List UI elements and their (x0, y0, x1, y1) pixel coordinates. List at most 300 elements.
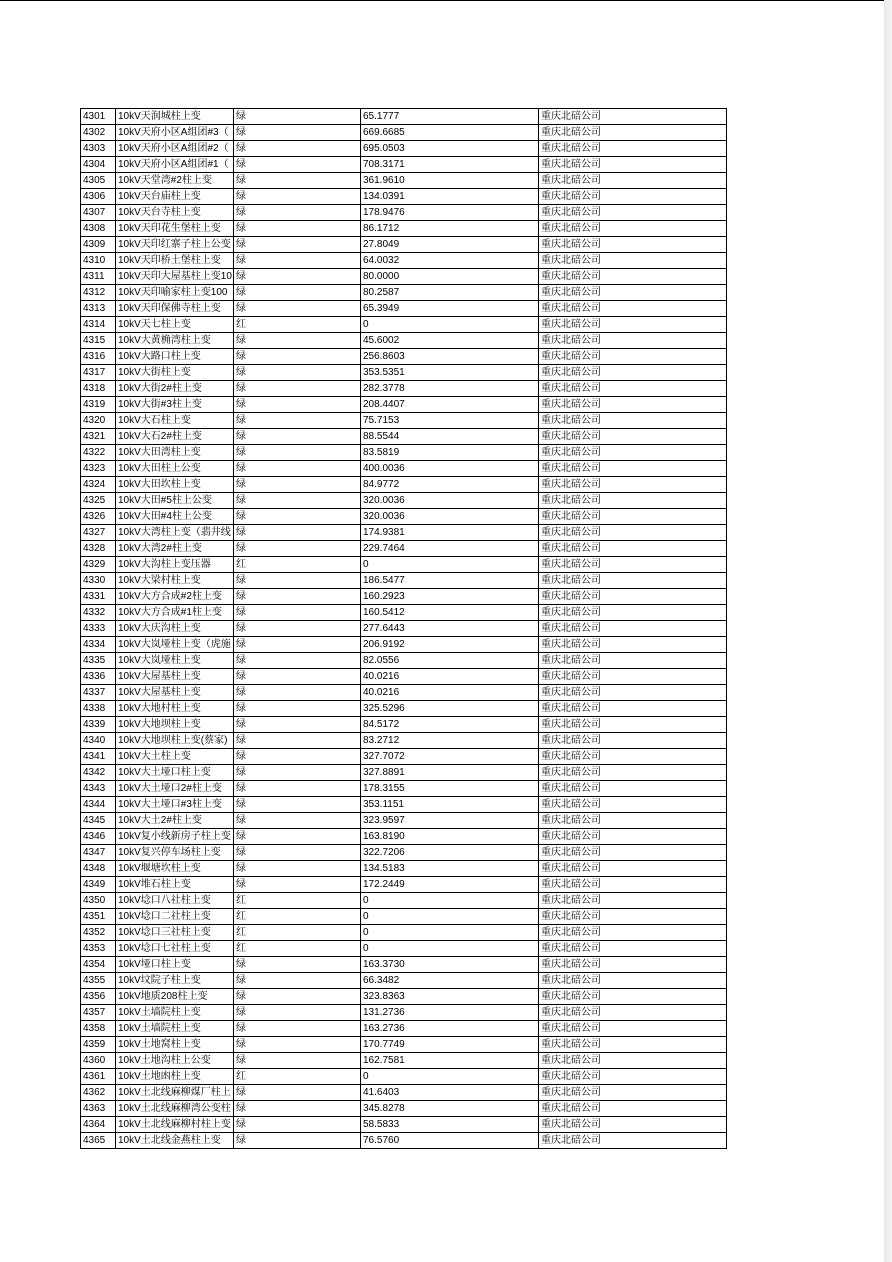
transformer-name-cell: 10kV天印花生堡柱上变 (116, 221, 234, 237)
value-cell: 0 (361, 317, 539, 333)
table-row (81, 157, 727, 173)
company-cell: 重庆北碚公司 (539, 925, 727, 941)
transformer-name-cell: 10kV大土垭口#3柱上变 (116, 797, 234, 813)
transformer-name-cell: 10kV大方合成#1柱上变 (116, 605, 234, 621)
value-cell: 0 (361, 1069, 539, 1085)
row-id-cell: 4327 (81, 525, 116, 541)
value-cell: 65.3949 (361, 301, 539, 317)
company-cell: 重庆北碚公司 (539, 637, 727, 653)
transformer-name-cell: 10kV大岚垭柱上变（虎施 (116, 637, 234, 653)
value-cell: 0 (361, 925, 539, 941)
value-cell: 0 (361, 893, 539, 909)
status-cell: 绿 (234, 669, 361, 685)
transformer-name-cell: 10kV埝口七社柱上变 (116, 941, 234, 957)
transformer-name-cell: 10kV土北线麻柳湾公变柱 (116, 1101, 234, 1117)
row-id-cell: 4365 (81, 1133, 116, 1149)
status-cell: 红 (234, 557, 361, 573)
table-row (81, 1053, 727, 1069)
value-cell: 131.2736 (361, 1005, 539, 1021)
value-cell: 170.7749 (361, 1037, 539, 1053)
table-row (81, 429, 727, 445)
transformer-name-cell: 10kV大石2#柱上变 (116, 429, 234, 445)
status-cell: 绿 (234, 717, 361, 733)
company-cell: 重庆北碚公司 (539, 701, 727, 717)
row-id-cell: 4326 (81, 509, 116, 525)
table-row (81, 1021, 727, 1037)
row-id-cell: 4345 (81, 813, 116, 829)
company-cell: 重庆北碚公司 (539, 605, 727, 621)
page-top-border (0, 0, 892, 1)
status-cell: 绿 (234, 365, 361, 381)
transformer-name-cell: 10kV天印保佛寺柱上变 (116, 301, 234, 317)
table-row (81, 605, 727, 621)
table-row (81, 541, 727, 557)
table-row (81, 525, 727, 541)
company-cell: 重庆北碚公司 (539, 893, 727, 909)
company-cell: 重庆北碚公司 (539, 989, 727, 1005)
status-cell: 绿 (234, 861, 361, 877)
transformer-name-cell: 10kV大地坝柱上变 (116, 717, 234, 733)
table-row (81, 765, 727, 781)
table-row (81, 701, 727, 717)
value-cell: 0 (361, 909, 539, 925)
table-row (81, 925, 727, 941)
status-cell: 绿 (234, 813, 361, 829)
row-id-cell: 4349 (81, 877, 116, 893)
value-cell: 58.5833 (361, 1117, 539, 1133)
row-id-cell: 4347 (81, 845, 116, 861)
page-right-edge (884, 0, 892, 1262)
transformer-name-cell: 10kV大田湾柱上变 (116, 445, 234, 461)
value-cell: 80.2587 (361, 285, 539, 301)
status-cell: 红 (234, 1069, 361, 1085)
value-cell: 27.8049 (361, 237, 539, 253)
table-row (81, 749, 727, 765)
table-row (81, 317, 727, 333)
table-row (81, 253, 727, 269)
table-row (81, 717, 727, 733)
transformer-name-cell: 10kV天印桥土堡柱上变 (116, 253, 234, 269)
row-id-cell: 4362 (81, 1085, 116, 1101)
status-cell: 绿 (234, 109, 361, 125)
transformer-name-cell: 10kV天府小区A组团#2（ (116, 141, 234, 157)
status-cell: 绿 (234, 1021, 361, 1037)
value-cell: 0 (361, 557, 539, 573)
transformer-name-cell: 10kV大地坝柱上变(蔡家) (116, 733, 234, 749)
company-cell: 重庆北碚公司 (539, 1101, 727, 1117)
status-cell: 绿 (234, 541, 361, 557)
value-cell: 66.3482 (361, 973, 539, 989)
value-cell: 86.1712 (361, 221, 539, 237)
company-cell: 重庆北碚公司 (539, 189, 727, 205)
transformer-name-cell: 10kV土北线麻柳村柱上变 (116, 1117, 234, 1133)
status-cell: 绿 (234, 429, 361, 445)
row-id-cell: 4350 (81, 893, 116, 909)
row-id-cell: 4321 (81, 429, 116, 445)
row-id-cell: 4358 (81, 1021, 116, 1037)
row-id-cell: 4328 (81, 541, 116, 557)
status-cell: 绿 (234, 157, 361, 173)
table-row (81, 909, 727, 925)
value-cell: 84.9772 (361, 477, 539, 493)
transformer-name-cell: 10kV垭口柱上变 (116, 957, 234, 973)
row-id-cell: 4341 (81, 749, 116, 765)
table-row (81, 829, 727, 845)
table-row (81, 653, 727, 669)
row-id-cell: 4352 (81, 925, 116, 941)
row-id-cell: 4346 (81, 829, 116, 845)
transformer-name-cell: 10kV大岚垭柱上变 (116, 653, 234, 669)
value-cell: 256.8603 (361, 349, 539, 365)
company-cell: 重庆北碚公司 (539, 877, 727, 893)
table-row (81, 1005, 727, 1021)
table-row (81, 1037, 727, 1053)
company-cell: 重庆北碚公司 (539, 541, 727, 557)
company-cell: 重庆北碚公司 (539, 413, 727, 429)
row-id-cell: 4331 (81, 589, 116, 605)
row-id-cell: 4309 (81, 237, 116, 253)
status-cell: 绿 (234, 845, 361, 861)
status-cell: 绿 (234, 1085, 361, 1101)
value-cell: 323.8363 (361, 989, 539, 1005)
status-cell: 绿 (234, 877, 361, 893)
company-cell: 重庆北碚公司 (539, 829, 727, 845)
company-cell: 重庆北碚公司 (539, 653, 727, 669)
table-row (81, 477, 727, 493)
status-cell: 绿 (234, 301, 361, 317)
row-id-cell: 4340 (81, 733, 116, 749)
status-cell: 红 (234, 941, 361, 957)
row-id-cell: 4307 (81, 205, 116, 221)
table-row (81, 333, 727, 349)
table-row (81, 1117, 727, 1133)
value-cell: 88.5544 (361, 429, 539, 445)
company-cell: 重庆北碚公司 (539, 333, 727, 349)
transformer-name-cell: 10kV大湾柱上变（翡井线 (116, 525, 234, 541)
company-cell: 重庆北碚公司 (539, 621, 727, 637)
transformer-name-cell: 10kV大梁村柱上变 (116, 573, 234, 589)
status-cell: 绿 (234, 781, 361, 797)
status-cell: 红 (234, 909, 361, 925)
table-row (81, 781, 727, 797)
value-cell: 708.3171 (361, 157, 539, 173)
transformer-name-cell: 10kV大田柱上公变 (116, 461, 234, 477)
value-cell: 163.3730 (361, 957, 539, 973)
transformer-name-cell: 10kV天府小区A组团#3（ (116, 125, 234, 141)
transformer-name-cell: 10kV大方合成#2柱上变 (116, 589, 234, 605)
row-id-cell: 4311 (81, 269, 116, 285)
table-row (81, 269, 727, 285)
status-cell: 绿 (234, 445, 361, 461)
table-row (81, 237, 727, 253)
status-cell: 绿 (234, 685, 361, 701)
table-row (81, 285, 727, 301)
company-cell: 重庆北碚公司 (539, 813, 727, 829)
table-row (81, 797, 727, 813)
company-cell: 重庆北碚公司 (539, 109, 727, 125)
value-cell: 83.5819 (361, 445, 539, 461)
value-cell: 361.9610 (361, 173, 539, 189)
value-cell: 323.9597 (361, 813, 539, 829)
row-id-cell: 4348 (81, 861, 116, 877)
transformer-name-cell: 10kV天台庙柱上变 (116, 189, 234, 205)
value-cell: 163.8190 (361, 829, 539, 845)
company-cell: 重庆北碚公司 (539, 461, 727, 477)
transformer-name-cell: 10kV埝口八社柱上变 (116, 893, 234, 909)
row-id-cell: 4312 (81, 285, 116, 301)
status-cell: 绿 (234, 829, 361, 845)
value-cell: 186.5477 (361, 573, 539, 589)
table-row (81, 669, 727, 685)
row-id-cell: 4324 (81, 477, 116, 493)
table-row (81, 973, 727, 989)
transformer-name-cell: 10kV天印大屋基柱上变10 (116, 269, 234, 285)
transformer-name-cell: 10kV埝口二社柱上变 (116, 909, 234, 925)
status-cell: 绿 (234, 605, 361, 621)
value-cell: 174.9381 (361, 525, 539, 541)
company-cell: 重庆北碚公司 (539, 765, 727, 781)
company-cell: 重庆北碚公司 (539, 941, 727, 957)
transformer-name-cell: 10kV大土垭口柱上变 (116, 765, 234, 781)
table-row (81, 941, 727, 957)
status-cell: 绿 (234, 237, 361, 253)
status-cell: 绿 (234, 413, 361, 429)
row-id-cell: 4332 (81, 605, 116, 621)
row-id-cell: 4337 (81, 685, 116, 701)
status-cell: 绿 (234, 973, 361, 989)
row-id-cell: 4316 (81, 349, 116, 365)
row-id-cell: 4344 (81, 797, 116, 813)
transformer-name-cell: 10kV埝口三社柱上变 (116, 925, 234, 941)
value-cell: 84.5172 (361, 717, 539, 733)
company-cell: 重庆北碚公司 (539, 125, 727, 141)
table-row (81, 349, 727, 365)
row-id-cell: 4323 (81, 461, 116, 477)
company-cell: 重庆北碚公司 (539, 797, 727, 813)
row-id-cell: 4305 (81, 173, 116, 189)
status-cell: 绿 (234, 285, 361, 301)
status-cell: 绿 (234, 1005, 361, 1021)
row-id-cell: 4322 (81, 445, 116, 461)
value-cell: 40.0216 (361, 669, 539, 685)
company-cell: 重庆北碚公司 (539, 301, 727, 317)
row-id-cell: 4343 (81, 781, 116, 797)
row-id-cell: 4314 (81, 317, 116, 333)
transformer-name-cell: 10kV大土垭口2#柱上变 (116, 781, 234, 797)
transformer-name-cell: 10kV大田#5柱上公变 (116, 493, 234, 509)
company-cell: 重庆北碚公司 (539, 173, 727, 189)
transformer-name-cell: 10kV天印红寨子柱上公变 (116, 237, 234, 253)
company-cell: 重庆北碚公司 (539, 493, 727, 509)
table-row (81, 301, 727, 317)
transformer-name-cell: 10kV土墙院柱上变 (116, 1005, 234, 1021)
status-cell: 红 (234, 925, 361, 941)
row-id-cell: 4342 (81, 765, 116, 781)
company-cell: 重庆北碚公司 (539, 1053, 727, 1069)
table-row (81, 1085, 727, 1101)
table-row (81, 573, 727, 589)
status-cell: 绿 (234, 141, 361, 157)
transformer-name-cell: 10kV天堂湾#2柱上变 (116, 173, 234, 189)
value-cell: 65.1777 (361, 109, 539, 125)
transformer-name-cell: 10kV大湾2#柱上变 (116, 541, 234, 557)
status-cell: 绿 (234, 333, 361, 349)
row-id-cell: 4303 (81, 141, 116, 157)
table-body (81, 109, 727, 1149)
status-cell: 绿 (234, 461, 361, 477)
value-cell: 80.0000 (361, 269, 539, 285)
transformer-name-cell: 10kV大土柱上变 (116, 749, 234, 765)
transformer-name-cell: 10kV土地窝柱上变 (116, 1037, 234, 1053)
status-cell: 绿 (234, 733, 361, 749)
table-row (81, 397, 727, 413)
company-cell: 重庆北碚公司 (539, 429, 727, 445)
transformer-name-cell: 10kV地质208柱上变 (116, 989, 234, 1005)
company-cell: 重庆北碚公司 (539, 381, 727, 397)
transformer-name-cell: 10kV天印喻家柱上变100 (116, 285, 234, 301)
table-row (81, 125, 727, 141)
row-id-cell: 4334 (81, 637, 116, 653)
status-cell: 绿 (234, 765, 361, 781)
row-id-cell: 4359 (81, 1037, 116, 1053)
table-row (81, 989, 727, 1005)
transformer-name-cell: 10kV大街#3柱上变 (116, 397, 234, 413)
status-cell: 红 (234, 893, 361, 909)
row-id-cell: 4356 (81, 989, 116, 1005)
value-cell: 400.0036 (361, 461, 539, 477)
company-cell: 重庆北碚公司 (539, 445, 727, 461)
status-cell: 绿 (234, 125, 361, 141)
row-id-cell: 4302 (81, 125, 116, 141)
row-id-cell: 4364 (81, 1117, 116, 1133)
transformer-name-cell: 10kV大石柱上变 (116, 413, 234, 429)
status-cell: 绿 (234, 749, 361, 765)
transformer-name-cell: 10kV堰塘坎柱上变 (116, 861, 234, 877)
row-id-cell: 4317 (81, 365, 116, 381)
company-cell: 重庆北碚公司 (539, 685, 727, 701)
table-row (81, 221, 727, 237)
transformer-name-cell: 10kV天七柱上变 (116, 317, 234, 333)
value-cell: 282.3778 (361, 381, 539, 397)
value-cell: 206.9192 (361, 637, 539, 653)
status-cell: 绿 (234, 1133, 361, 1149)
company-cell: 重庆北碚公司 (539, 509, 727, 525)
value-cell: 325.5296 (361, 701, 539, 717)
company-cell: 重庆北碚公司 (539, 205, 727, 221)
value-cell: 75.7153 (361, 413, 539, 429)
value-cell: 327.8891 (361, 765, 539, 781)
transformer-name-cell: 10kV土北线金燕柱上变 (116, 1133, 234, 1149)
status-cell: 绿 (234, 573, 361, 589)
status-cell: 绿 (234, 189, 361, 205)
company-cell: 重庆北碚公司 (539, 525, 727, 541)
status-cell: 绿 (234, 653, 361, 669)
value-cell: 172.2449 (361, 877, 539, 893)
row-id-cell: 4319 (81, 397, 116, 413)
company-cell: 重庆北碚公司 (539, 397, 727, 413)
company-cell: 重庆北碚公司 (539, 845, 727, 861)
transformer-name-cell: 10kV大地村柱上变 (116, 701, 234, 717)
value-cell: 76.5760 (361, 1133, 539, 1149)
row-id-cell: 4336 (81, 669, 116, 685)
company-cell: 重庆北碚公司 (539, 141, 727, 157)
transformer-name-cell: 10kV大土2#柱上变 (116, 813, 234, 829)
value-cell: 320.0036 (361, 493, 539, 509)
row-id-cell: 4315 (81, 333, 116, 349)
table-row (81, 621, 727, 637)
company-cell: 重庆北碚公司 (539, 573, 727, 589)
table-row (81, 1133, 727, 1149)
transformer-name-cell: 10kV大庆沟柱上变 (116, 621, 234, 637)
table-row (81, 445, 727, 461)
row-id-cell: 4318 (81, 381, 116, 397)
transformer-name-cell: 10kV大沟柱上变压器 (116, 557, 234, 573)
transformer-name-cell: 10kV大路口柱上变 (116, 349, 234, 365)
table-row (81, 173, 727, 189)
table-row (81, 189, 727, 205)
transformer-name-cell: 10kV土墙院柱上变 (116, 1021, 234, 1037)
company-cell: 重庆北碚公司 (539, 365, 727, 381)
status-cell: 绿 (234, 989, 361, 1005)
value-cell: 0 (361, 941, 539, 957)
status-cell: 绿 (234, 1101, 361, 1117)
company-cell: 重庆北碚公司 (539, 221, 727, 237)
status-cell: 绿 (234, 797, 361, 813)
status-cell: 绿 (234, 525, 361, 541)
table-row (81, 893, 727, 909)
transformer-name-cell: 10kV大街2#柱上变 (116, 381, 234, 397)
transformer-name-cell: 10kV大屋基柱上变 (116, 669, 234, 685)
value-cell: 353.1151 (361, 797, 539, 813)
table-row (81, 861, 727, 877)
company-cell: 重庆北碚公司 (539, 349, 727, 365)
value-cell: 41.6403 (361, 1085, 539, 1101)
status-cell: 绿 (234, 621, 361, 637)
status-cell: 绿 (234, 253, 361, 269)
transformer-name-cell: 10kV大屋基柱上变 (116, 685, 234, 701)
transformer-name-cell: 10kV大田#4柱上公变 (116, 509, 234, 525)
value-cell: 40.0216 (361, 685, 539, 701)
status-cell: 红 (234, 317, 361, 333)
table-row (81, 1101, 727, 1117)
row-id-cell: 4313 (81, 301, 116, 317)
row-id-cell: 4339 (81, 717, 116, 733)
company-cell: 重庆北碚公司 (539, 477, 727, 493)
row-id-cell: 4301 (81, 109, 116, 125)
company-cell: 重庆北碚公司 (539, 1133, 727, 1149)
status-cell: 绿 (234, 509, 361, 525)
company-cell: 重庆北碚公司 (539, 1005, 727, 1021)
company-cell: 重庆北碚公司 (539, 285, 727, 301)
transformer-name-cell: 10kV天润城柱上变 (116, 109, 234, 125)
status-cell: 绿 (234, 589, 361, 605)
company-cell: 重庆北碚公司 (539, 733, 727, 749)
value-cell: 64.0032 (361, 253, 539, 269)
company-cell: 重庆北碚公司 (539, 1069, 727, 1085)
status-cell: 绿 (234, 269, 361, 285)
status-cell: 绿 (234, 1037, 361, 1053)
value-cell: 162.7581 (361, 1053, 539, 1069)
value-cell: 695.0503 (361, 141, 539, 157)
value-cell: 163.2736 (361, 1021, 539, 1037)
status-cell: 绿 (234, 493, 361, 509)
status-cell: 绿 (234, 205, 361, 221)
company-cell: 重庆北碚公司 (539, 589, 727, 605)
status-cell: 绿 (234, 957, 361, 973)
value-cell: 277.6443 (361, 621, 539, 637)
company-cell: 重庆北碚公司 (539, 1085, 727, 1101)
transformer-name-cell: 10kV复兴停车场柱上变 (116, 845, 234, 861)
